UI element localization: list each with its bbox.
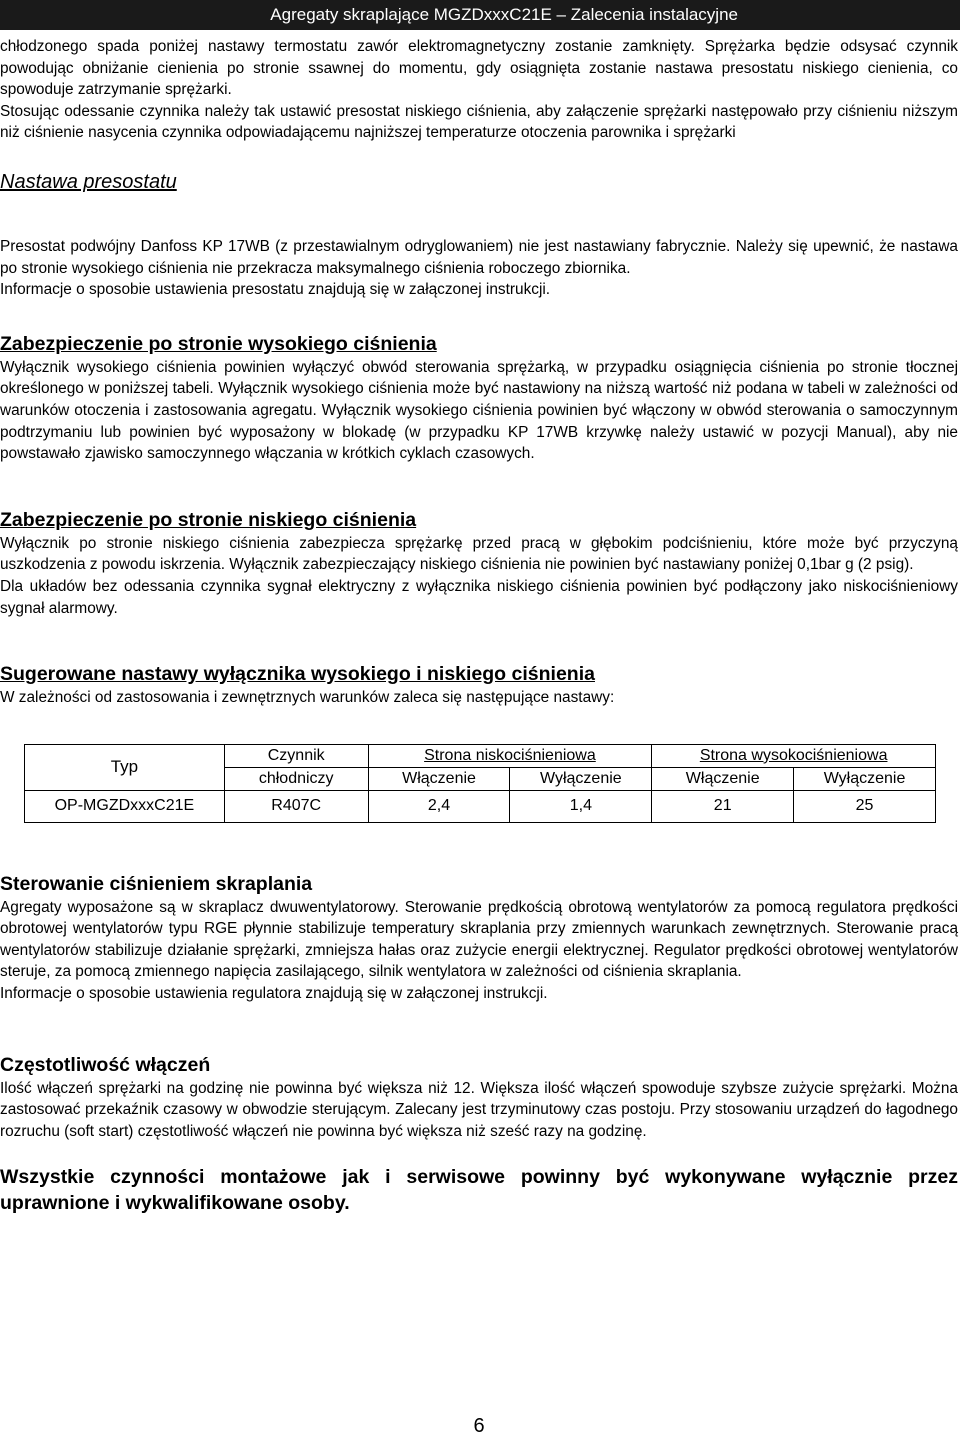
intro-paragraph-1: chłodzonego spada poniżej nastawy termostatu zawór elektromagnetyczny zostanie zamknięty. Sprężarka będzie odsysać czynnik powodując obniżanie cienienia po stronie ssawnej do momentu, gdy osiągnięta zostanie nastawa presostatu niskiego cienienia, co spowoduje zatrzymanie sprężarki.: [0, 38, 958, 99]
pressure-settings-table: [24, 744, 936, 823]
switching-frequency-paragraph: Ilość włączeń sprężarki na godzinę nie powinna być większa niż 12. Większa ilość włączeń spowoduje szybsze zużycie sprężarki. Można zastosować przekaźnik czasowy w obwodzie sterującym. Zalecany jest trzyminutowy czas postoju. Przy stosowaniu urządzeń do łagodnego rozruchu (soft start) częstotliwość włączeń nie powinna być większa niż sześć razy na godzinę.: [0, 1079, 958, 1140]
presostat-heading: Nastawa presostatu: [0, 170, 177, 193]
final-note: Wszystkie czynności montażowe jak i serwisowe powinny być wykonywane wyłącznie przez uprawnione i wykwalifikowane osoby.: [0, 1166, 958, 1215]
condensing-control-paragraph-2: Informacje o sposobie ustawienia regulatora znajdują się w załączonej instrukcji.: [0, 985, 548, 1003]
high-pressure-paragraph: Wyłącznik wysokiego ciśnienia powinien wyłączyć obwód sterowania sprężarką, w przypadku osiągnięcia ciśnienia po stronie tłocznej określonego w poniższej tabeli. Wyłącznik wysokiego ciśnienia może być nastawiony na niższą wartość niż podana w tabeli w zależności od warunków otoczenia i zastosowania agregatu. Wyłącznik wysokiego ciśnienia powinien być włączony w obwód sterowania o samoczynnym podtrzymaniu lub powinien być wyposażony w blokadę (w przypadku KP 17WB krzywkę należy ustawić w pozycji Manual), aby nie powstawało zjawisko samoczynnego włączania w krótkich cyklach czasowych.: [0, 358, 958, 463]
suggested-settings-heading: Sugerowane nastawy wyłącznika wysokiego i niskiego ciśnienia: [0, 663, 595, 686]
header-title: Agregaty skraplające MGZDxxxC21E – Zalecenia instalacyjne: [270, 5, 738, 24]
table-header-low-on: Włączenie: [368, 767, 510, 790]
table-header-low-off: Wyłączenie: [510, 767, 652, 790]
low-pressure-paragraph-1: Wyłącznik po stronie niskiego ciśnienia zabezpiecza sprężarkę przed pracą w głębokim podciśnieniu, które może być przyczyną uszkodzenia z powodu iskrzenia. Wyłącznik zabezpieczający niskiego ciśnienia nie powinien być nastawiany poniżej 0,1bar g (2 psig).: [0, 534, 958, 574]
table-header-low-side: Strona niskociśnieniowa: [368, 744, 652, 767]
low-pressure-heading: Zabezpieczenie po stronie niskiego ciśnienia: [0, 508, 417, 531]
presostat-paragraph-2: Informacje o sposobie ustawienia presostatu znajdują się w załączonej instrukcji.: [0, 281, 551, 299]
condensing-control-paragraph-1: Agregaty wyposażone są w skraplacz dwuwentylatorowy. Sterowanie prędkością obrotową wentylatorów za pomocą regulatora prędkości obrotowej wentylatorów typu RGE płynnie stabilizuje temperatury skraplania przy zmiennych warunkach zewnętrznych. Sterowanie pracą wentylatorów stabilizuje działanie sprężarki, zmniejsza hałas oraz zużycie energii elektrycznej. Regulator prędkości obrotowej wentylatorów steruje, za pomocą zmiennego napięcia zasilającego, silnik wentylatora w zależności od ciśnienia skraplania.: [0, 898, 958, 981]
cell-type: OP-MGZDxxxC21E: [25, 790, 225, 822]
high-pressure-heading: Zabezpieczenie po stronie wysokiego ciśnienia: [0, 332, 437, 355]
intro-paragraph-2: Stosując odessanie czynnika należy tak ustawić presostat niskiego ciśnienia, aby załączenie sprężarki następowało przy ciśnieniu niższym niż ciśnienie nasycenia czynnika odpowiadającemu najniższej temperaturze otoczenia parownika i sprężarki: [0, 102, 958, 142]
page-number: 6: [473, 1415, 485, 1437]
table-header-refrigerant-line1: Czynnik: [224, 744, 368, 767]
table-header-high-side: Strona wysokociśnieniowa: [652, 744, 936, 767]
table-header-refrigerant-line2: chłodniczy: [224, 767, 368, 790]
cell-low-off: 1,4: [510, 790, 652, 822]
switching-frequency-heading: Częstotliwość włączeń: [0, 1053, 211, 1076]
suggested-settings-paragraph: W zależności od zastosowania i zewnętrznych warunków zaleca się następujące nastawy:: [0, 689, 615, 707]
cell-high-off: 25: [794, 790, 936, 822]
presostat-paragraph-1: Presostat podwójny Danfoss KP 17WB (z przestawialnym odryglowaniem) nie jest nastawiany fabrycznie. Należy się upewnić, że nastawa po stronie wysokiego ciśnienia nie przekracza maksymalnego ciśnienia roboczego zbiornika.: [0, 237, 958, 277]
cell-refrigerant: R407C: [224, 790, 368, 822]
table-header-row: [25, 744, 936, 767]
page-header: [0, 0, 960, 30]
cell-low-on: 2,4: [368, 790, 510, 822]
cell-high-on: 21: [652, 790, 794, 822]
condensing-control-heading: Sterowanie ciśnieniem skraplania: [0, 872, 313, 895]
low-pressure-paragraph-2: Dla układów bez odessania czynnika sygnał elektryczny z wyłącznika niskiego ciśnienia powinien być podłączony jako niskociśnieniowy sygnał alarmowy.: [0, 577, 958, 617]
table-header-type: Typ: [25, 744, 225, 790]
table-row: [25, 790, 936, 822]
page-content: [0, 36, 958, 1216]
table-header-high-on: Włączenie: [652, 767, 794, 790]
table-header-high-off: Wyłączenie: [794, 767, 936, 790]
